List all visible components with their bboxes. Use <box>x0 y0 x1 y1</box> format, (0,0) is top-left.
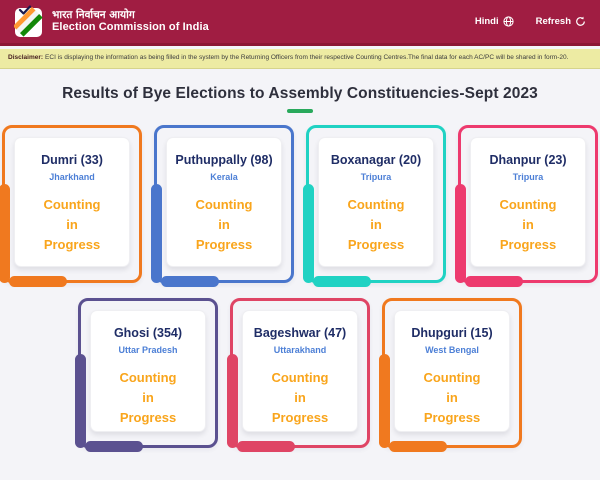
status-line: Progress <box>347 237 405 253</box>
status-line: Counting <box>195 196 253 212</box>
card-body <box>394 310 510 432</box>
disclaimer-bar <box>0 49 600 69</box>
card-accent-bar-vertical <box>227 354 238 448</box>
constituency-name: Puthuppally (98) <box>175 152 273 167</box>
state-name: Uttarakhand <box>273 344 327 355</box>
cards-row-1 <box>0 125 600 283</box>
disclaimer-text: ECI is displaying the information as being filled in the system by the Returning Officers from their respective Counting Centres.The final data for each AC/PC will be shared in form-20. <box>45 54 569 61</box>
status-line: Counting <box>271 369 329 385</box>
card-body <box>470 137 586 267</box>
status-line: in <box>522 216 534 232</box>
card-accent-bar-horizontal <box>237 441 295 452</box>
brand <box>14 5 209 39</box>
page-title: Results of Bye Elections to Assembly Constituencies-Sept 2023 <box>62 84 538 102</box>
constituency-name: Bageshwar (47) <box>253 325 347 340</box>
eci-logo-icon <box>14 5 44 39</box>
hindi-language-label: Hindi <box>474 16 499 27</box>
counting-status <box>319 195 433 255</box>
state-name: Jharkhand <box>49 171 95 182</box>
status-line: Counting <box>499 196 557 212</box>
card-accent-bar-vertical <box>379 354 390 448</box>
constituency-card-boxanagar[interactable] <box>306 125 446 283</box>
refresh-label: Refresh <box>535 16 571 27</box>
state-name: Tripura <box>360 171 392 182</box>
card-accent-bar-horizontal <box>465 276 523 287</box>
card-accent-bar-horizontal <box>161 276 219 287</box>
constituency-name: Boxanagar (20) <box>330 152 422 167</box>
globe-icon <box>503 16 514 27</box>
card-accent-bar-horizontal <box>9 276 67 287</box>
constituency-name: Ghosi (354) <box>113 325 183 340</box>
status-line: in <box>66 216 78 232</box>
app-header <box>0 0 600 46</box>
status-line: in <box>142 389 154 405</box>
status-line: Progress <box>43 237 101 253</box>
counting-status <box>395 368 509 428</box>
counting-status <box>471 195 585 255</box>
disclaimer-label: Disclaimer: <box>8 54 44 61</box>
org-name-hindi: भारत निर्वाचन आयोग <box>52 9 135 22</box>
card-accent-bar-vertical <box>0 184 10 283</box>
status-line: Counting <box>423 369 481 385</box>
constituency-card-dhanpur[interactable] <box>458 125 598 283</box>
state-name: Uttar Pradesh <box>118 344 178 355</box>
constituency-name: Dhupguri (15) <box>411 325 493 340</box>
header-actions <box>475 16 586 27</box>
counting-status <box>167 195 281 255</box>
card-body <box>318 137 434 267</box>
card-body <box>14 137 130 267</box>
card-body <box>242 310 358 432</box>
status-line: Progress <box>499 237 557 253</box>
state-name: West Bengal <box>425 344 479 355</box>
hindi-language-button[interactable] <box>475 16 514 27</box>
status-line: Progress <box>119 410 177 426</box>
card-accent-bar-vertical <box>151 184 162 283</box>
card-accent-bar-vertical <box>75 354 86 448</box>
card-body <box>166 137 282 267</box>
title-underline <box>287 109 313 113</box>
constituency-card-ghosi[interactable] <box>78 298 218 448</box>
card-accent-bar-horizontal <box>85 441 143 452</box>
card-body <box>90 310 206 432</box>
refresh-button[interactable] <box>536 16 586 27</box>
constituency-card-dumri[interactable] <box>2 125 142 283</box>
card-accent-bar-horizontal <box>389 441 447 452</box>
status-line: in <box>218 216 230 232</box>
state-name: Kerala <box>210 171 238 182</box>
card-accent-bar-vertical <box>455 184 466 283</box>
constituency-card-dhupguri[interactable] <box>382 298 522 448</box>
status-line: Counting <box>347 196 405 212</box>
constituency-card-puthuppally[interactable] <box>154 125 294 283</box>
card-accent-bar-vertical <box>303 184 314 283</box>
org-name-english: Election Commission of India <box>52 21 209 34</box>
cards-row-2 <box>0 298 600 448</box>
counting-status <box>15 195 129 255</box>
state-name: Tripura <box>512 171 544 182</box>
status-line: Progress <box>195 237 253 253</box>
counting-status <box>243 368 357 428</box>
constituency-card-bageshwar[interactable] <box>230 298 370 448</box>
status-line: Progress <box>271 410 329 426</box>
card-accent-bar-horizontal <box>313 276 371 287</box>
constituency-name: Dumri (33) <box>41 152 103 167</box>
status-line: Counting <box>119 369 177 385</box>
status-line: in <box>446 389 458 405</box>
status-line: Counting <box>43 196 101 212</box>
status-line: in <box>370 216 382 232</box>
counting-status <box>91 368 205 428</box>
status-line: Progress <box>423 410 481 426</box>
status-line: in <box>294 389 306 405</box>
refresh-icon <box>575 16 586 27</box>
constituency-name: Dhanpur (23) <box>489 152 567 167</box>
